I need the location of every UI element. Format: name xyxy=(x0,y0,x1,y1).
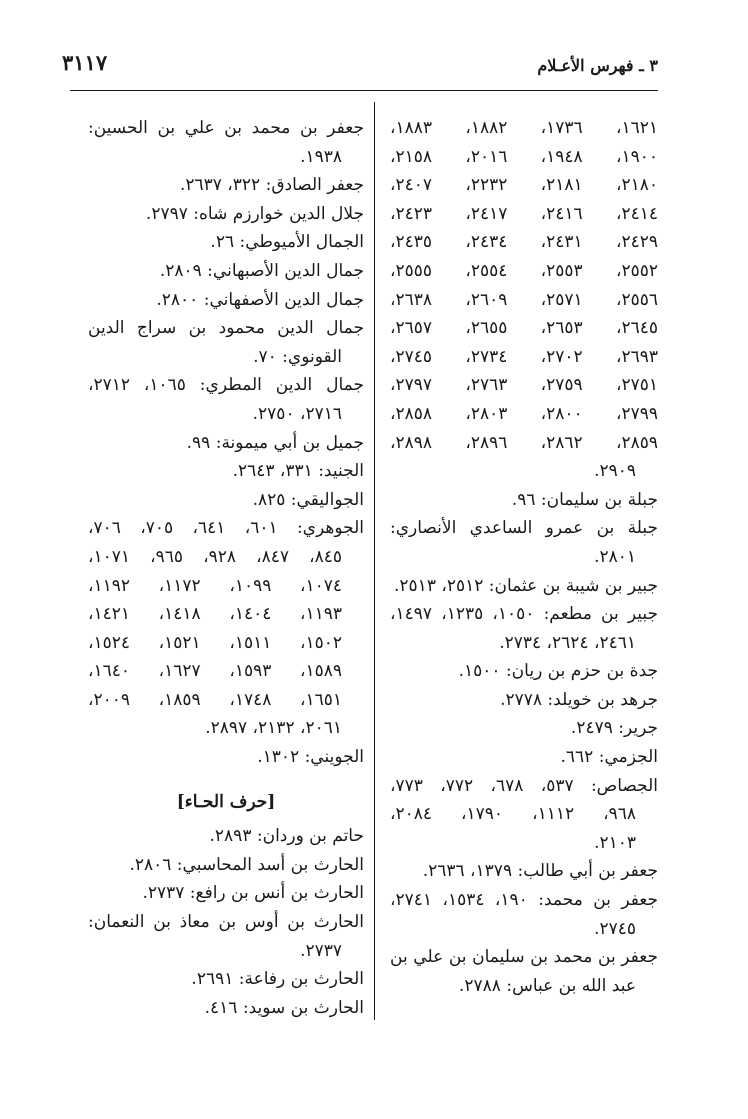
index-line: ٢٦٩٣، ٢٧٠٢، ٢٧٣٤، ٢٧٤٥، xyxy=(390,346,659,367)
index-line: ٢٧٥١، ٢٧٥٩، ٢٧٦٣، ٢٧٩٧، xyxy=(390,375,659,396)
index-line: ٢١٨٠، ٢١٨١، ٢٢٣٢، ٢٤٠٧، xyxy=(390,175,659,196)
index-line: ٢٧٣٧. xyxy=(300,940,342,961)
index-entry: الجنيد: ٣٣١، ٢٦٤٣. xyxy=(232,461,364,482)
index-line: ٢٧٤٥. xyxy=(594,918,636,939)
index-line: ٢٠٦١، ٢١٣٢، ٢٨٩٧. xyxy=(205,718,342,739)
index-line: القونوي: ٧٠. xyxy=(253,346,342,367)
index-entry: الحارث بن أسد المحاسبي: ٢٨٠٦. xyxy=(129,854,364,875)
index-line: ١٦٢١، ١٧٣٦، ١٨٨٢، ١٨٨٣، xyxy=(390,118,659,138)
index-entry: جمال الدين محمود بن سراج الدين xyxy=(88,318,364,339)
index-line: ٩٦٨، ١١١٢، ١٧٩٠، ٢٠٨٤، xyxy=(390,804,636,825)
index-entry: الجصاص: ٥٣٧، ٦٧٨، ٧٧٢، ٧٧٣، xyxy=(390,775,659,796)
index-line: ٢٧٩٩، ٢٨٠٠، ٢٨٠٣، ٢٨٥٨، xyxy=(390,403,659,424)
index-entry: الجويني: ١٣٠٢. xyxy=(257,747,364,768)
index-line: ٢٤٢٩، ٢٤٣١، ٢٤٣٤، ٢٤٣٥، xyxy=(390,232,659,253)
index-entry: جميل بن أبي ميمونة: ٩٩. xyxy=(186,432,364,453)
index-line: ٢٤٦١، ٢٦٢٤، ٢٧٣٤. xyxy=(499,632,636,653)
section-heading: [حرف الحـاء] xyxy=(176,791,276,812)
index-line: ٢١٠٣. xyxy=(594,832,636,853)
index-entry: جرهد بن خويلد: ٢٧٧٨. xyxy=(500,689,658,710)
index-line: ٢٤١٤، ٢٤١٦، ٢٤١٧، ٢٤٢٣، xyxy=(390,203,659,224)
index-line: ٢٨٥٩، ٢٨٦٢، ٢٨٩٦، ٢٨٩٨، xyxy=(390,432,659,453)
index-entry: جدة بن حزم بن ريان: ١٥٠٠. xyxy=(458,661,658,682)
page-header xyxy=(62,50,658,84)
index-entry: الحارث بن أوس بن معاذ بن النعمان: xyxy=(88,912,364,933)
index-line: ٨٤٥، ٨٤٧، ٩٢٨، ٩٦٥، ١٠٧١، xyxy=(88,546,343,567)
index-entry: جعفر بن محمد: ١٩٠، ١٥٣٤، ٢٧٤١، xyxy=(390,890,659,911)
index-line: ٢٩٠٩. xyxy=(594,461,636,482)
section-spacer xyxy=(88,772,364,782)
left-column xyxy=(88,114,364,1022)
index-line: ١٩٣٨. xyxy=(300,146,342,167)
right-column xyxy=(390,114,658,1000)
index-entry: الجمال الأميوطي: ٢٦. xyxy=(210,232,364,253)
index-entry: جعفر بن أبي طالب: ١٣٧٩، ٢٦٣٦. xyxy=(422,861,658,882)
index-entry: جبير بن شيبة بن عثمان: ٢٥١٢، ٢٥١٣. xyxy=(394,575,658,596)
index-line: ٢٦٤٥، ٢٦٥٣، ٢٦٥٥، ٢٦٥٧، xyxy=(390,318,659,339)
index-entry: الجزمي: ٦٦٢. xyxy=(560,747,658,768)
index-entry: جعفر بن محمد بن سليمان بن علي بن xyxy=(390,947,658,968)
index-line: ١٥٠٢، ١٥١١، ١٥٢١، ١٥٢٤، xyxy=(88,632,342,653)
index-entry: جرير: ٢٤٧٩. xyxy=(570,718,658,739)
index-entry: جعفر الصادق: ٣٢٢، ٢٦٣٧. xyxy=(179,175,364,196)
index-line: ٢٨٠١. xyxy=(594,546,636,567)
index-entry: جعفر بن محمد بن علي بن الحسين: xyxy=(88,118,364,138)
index-entry: جبير بن مطعم: ١٠٥٠، ١٢٣٥، ١٤٩٧، xyxy=(390,604,659,625)
index-line: ١٠٧٤، ١٠٩٩، ١١٧٢، ١١٩٢، xyxy=(88,575,342,596)
index-line: ٢٥٥٢، ٢٥٥٣، ٢٥٥٤، ٢٥٥٥، xyxy=(390,260,659,281)
index-line: ٢٧١٦، ٢٧٥٠. xyxy=(252,403,342,424)
index-line: عبد الله بن عباس: ٢٧٨٨. xyxy=(459,975,636,996)
index-entry: الحارث بن أنس بن رافع: ٢٧٣٧. xyxy=(142,883,364,904)
index-line: ١٥٨٩، ١٥٩٣، ١٦٢٧، ١٦٤٠، xyxy=(88,661,342,682)
index-entry: جمال الدين الأصفهاني: ٢٨٠٠. xyxy=(156,289,364,310)
index-line: ١١٩٣، ١٤٠٤، ١٤١٨، ١٤٢١، xyxy=(88,604,342,625)
index-entry: الجواليقي: ٨٢٥. xyxy=(252,489,364,510)
index-entry: جلال الدين خوارزم شاه: ٢٧٩٧. xyxy=(145,203,364,224)
index-entry: الحارث بن رفاعة: ٢٦٩١. xyxy=(191,969,364,990)
header-rule xyxy=(70,90,658,91)
index-entry: الجوهري: ٦٠١، ٦٤١، ٧٠٥، ٧٠٦، xyxy=(88,518,364,539)
index-entry: جبلة بن عمرو الساعدي الأنصاري: xyxy=(390,518,658,539)
index-entry: جمال الدين الأصبهاني: ٢٨٠٩. xyxy=(159,260,364,281)
index-line: ٢٥٥٦، ٢٥٧١، ٢٦٠٩، ٢٦٣٨، xyxy=(390,289,659,310)
index-entry: حاتم بن وردان: ٢٨٩٣. xyxy=(209,826,364,847)
running-title: ٣ ـ فهرس الأعـلام xyxy=(537,56,658,75)
index-entry: جمال الدين المطري: ١٠٦٥، ٢٧١٢، xyxy=(88,375,364,396)
page-number: ٣١١٧ xyxy=(62,50,108,75)
index-entry: الحارث بن سويد: ٤١٦. xyxy=(204,997,364,1018)
index-entry: جبلة بن سليمان: ٩٦. xyxy=(511,489,658,510)
index-line: ١٩٠٠، ١٩٤٨، ٢٠١٦، ٢١٥٨، xyxy=(390,146,659,167)
column-divider xyxy=(374,102,375,1020)
index-line: ١٦٥١، ١٧٤٨، ١٨٥٩، ٢٠٠٩، xyxy=(88,689,342,710)
